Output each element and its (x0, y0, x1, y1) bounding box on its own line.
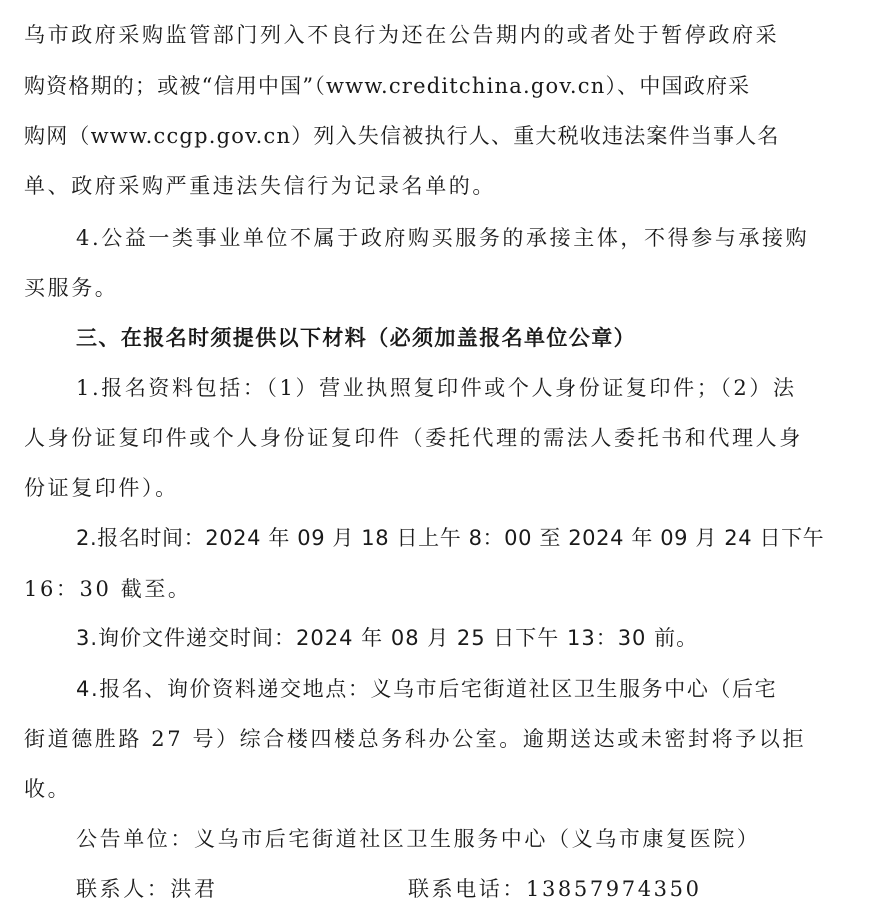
contact-phone: 联系电话：13857974350 (408, 877, 702, 901)
paragraph-line: 3.询价文件递交时间：2024 年 08 月 25 日下午 13：30 前。 (76, 626, 699, 650)
contact-person: 联系人：洪君 (76, 877, 218, 901)
paragraph-line: 单、政府采购严重违法失信行为记录名单的。 (24, 174, 496, 198)
paragraph-line: 街道德胜路 27 号）综合楼四楼总务科办公室。逾期送达或未密封将予以拒 (24, 727, 807, 751)
paragraph-line: 2.报名时间：2024 年 09 月 18 日上午 8：00 至 2024 年 09 月 24 日下午 (76, 526, 825, 550)
paragraph-line: 购资格期的；或被“信用中国”（www.creditchina.gov.cn）、中国政府采 (24, 74, 751, 98)
paragraph-line: 4.报名、询价资料递交地点：义乌市后宅街道社区卫生服务中心（后宅 (76, 677, 778, 701)
paragraph-line: 16：30 截至。 (24, 577, 192, 601)
paragraph-line: 买服务。 (24, 276, 119, 300)
paragraph-line: 4.公益一类事业单位不属于政府购买服务的承接主体，不得参与承接购 (76, 226, 810, 250)
paragraph-line: 1.报名资料包括：（1）营业执照复印件或个人身份证复印件；（2）法 (76, 376, 797, 400)
paragraph-line: 收。 (24, 777, 72, 801)
announcer-line: 公告单位：义乌市后宅街道社区卫生服务中心（义乌市康复医院） (76, 827, 761, 851)
paragraph-line: 乌市政府采购监管部门列入不良行为还在公告期内的或者处于暂停政府采 (24, 23, 780, 47)
section-heading: 三、在报名时须提供以下材料（必须加盖报名单位公章） (76, 326, 636, 350)
paragraph-line: 份证复印件）。 (24, 476, 179, 500)
paragraph-line: 购网（www.ccgp.gov.cn）列入失信被执行人、重大税收违法案件当事人名 (24, 124, 780, 148)
paragraph-line: 人身份证复印件或个人身份证复印件（委托代理的需法人委托书和代理人身 (24, 426, 803, 450)
